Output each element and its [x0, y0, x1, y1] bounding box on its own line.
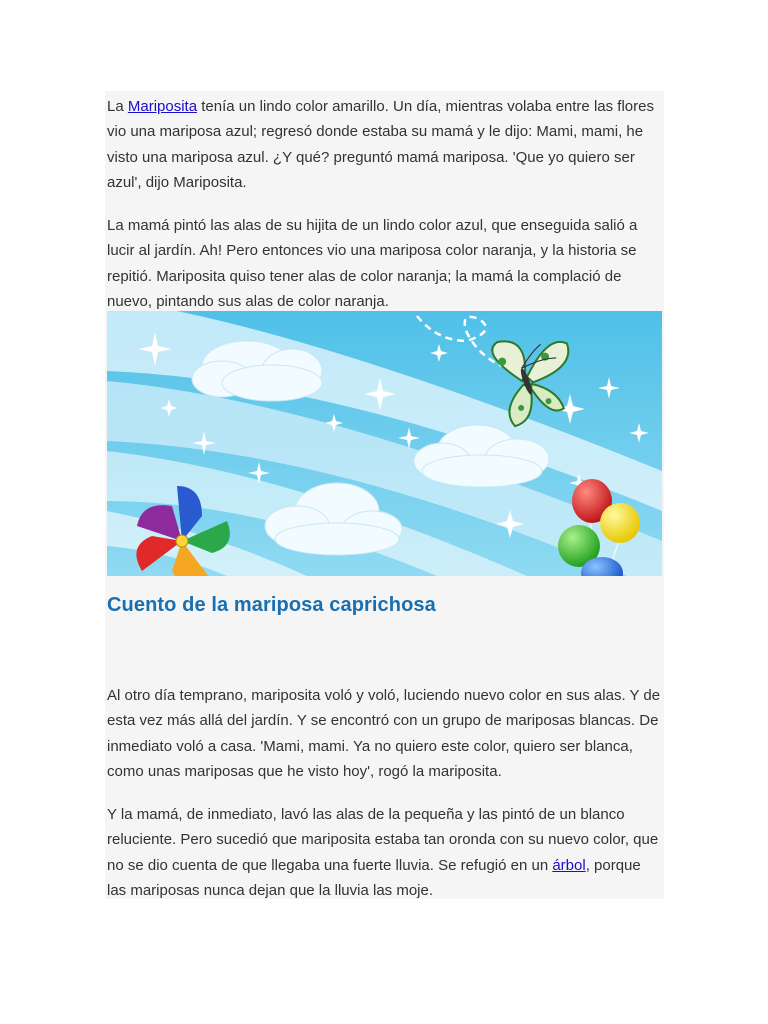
- paragraph-4-text: Y la mamá, de inmediato, lavó las alas de la pequeña y las pintó de un blanco reluciente. Pero sucedió que mariposita estaba tan oronda con su nuevo color, que no se dio cuenta de que llegaba una fuerte lluvia. Se refugió en un: [107, 806, 659, 874]
- paragraph-1-lead: La: [107, 98, 128, 115]
- story-paragraph-1: [107, 94, 663, 195]
- paragraph-1-text: tenía un lindo color amarillo. Un día, mientras volaba entre las flores vio una mariposa azul; regresó donde estaba su mamá y le dijo: Mami, mami, he visto una mariposa azul. ¿Y qué? preguntó mamá mariposa. 'Que yo quiero ser azul', dijo Mariposita.: [107, 98, 654, 191]
- butterfly-sky-illustration: [107, 311, 662, 576]
- story-paragraph-2: La mamá pintó las alas de su hijita de un lindo color azul, que enseguida salió a lucir al jardín. Ah! Pero entonces vio una mariposa color naranja, y la historia se repitió. Mariposita quiso tener alas de color naranja; la mamá la complació de nuevo, pintando sus alas de color naranja.: [107, 217, 638, 310]
- article-panel: [105, 91, 664, 899]
- story-paragraph-3: Al otro día temprano, mariposita voló y voló, luciendo nuevo color en sus alas. Y de esta vez más allá del jardín. Y se encontró con un grupo de mariposas blancas. De inmediato voló a casa. 'Mami, mami. Ya no quiero este color, quiero ser blanca, como unas mariposas que he visto hoy', rogó la mariposita.: [107, 687, 661, 780]
- story-heading: Cuento de la mariposa caprichosa: [107, 594, 436, 616]
- story-paragraph-4: [107, 802, 663, 903]
- paragraph-4-tail: , porque las mariposas nunca dejan que la lluvia las moje.: [107, 856, 641, 899]
- mariposita-link[interactable]: Mariposita: [127, 98, 198, 115]
- arbol-link[interactable]: árbol: [552, 856, 586, 874]
